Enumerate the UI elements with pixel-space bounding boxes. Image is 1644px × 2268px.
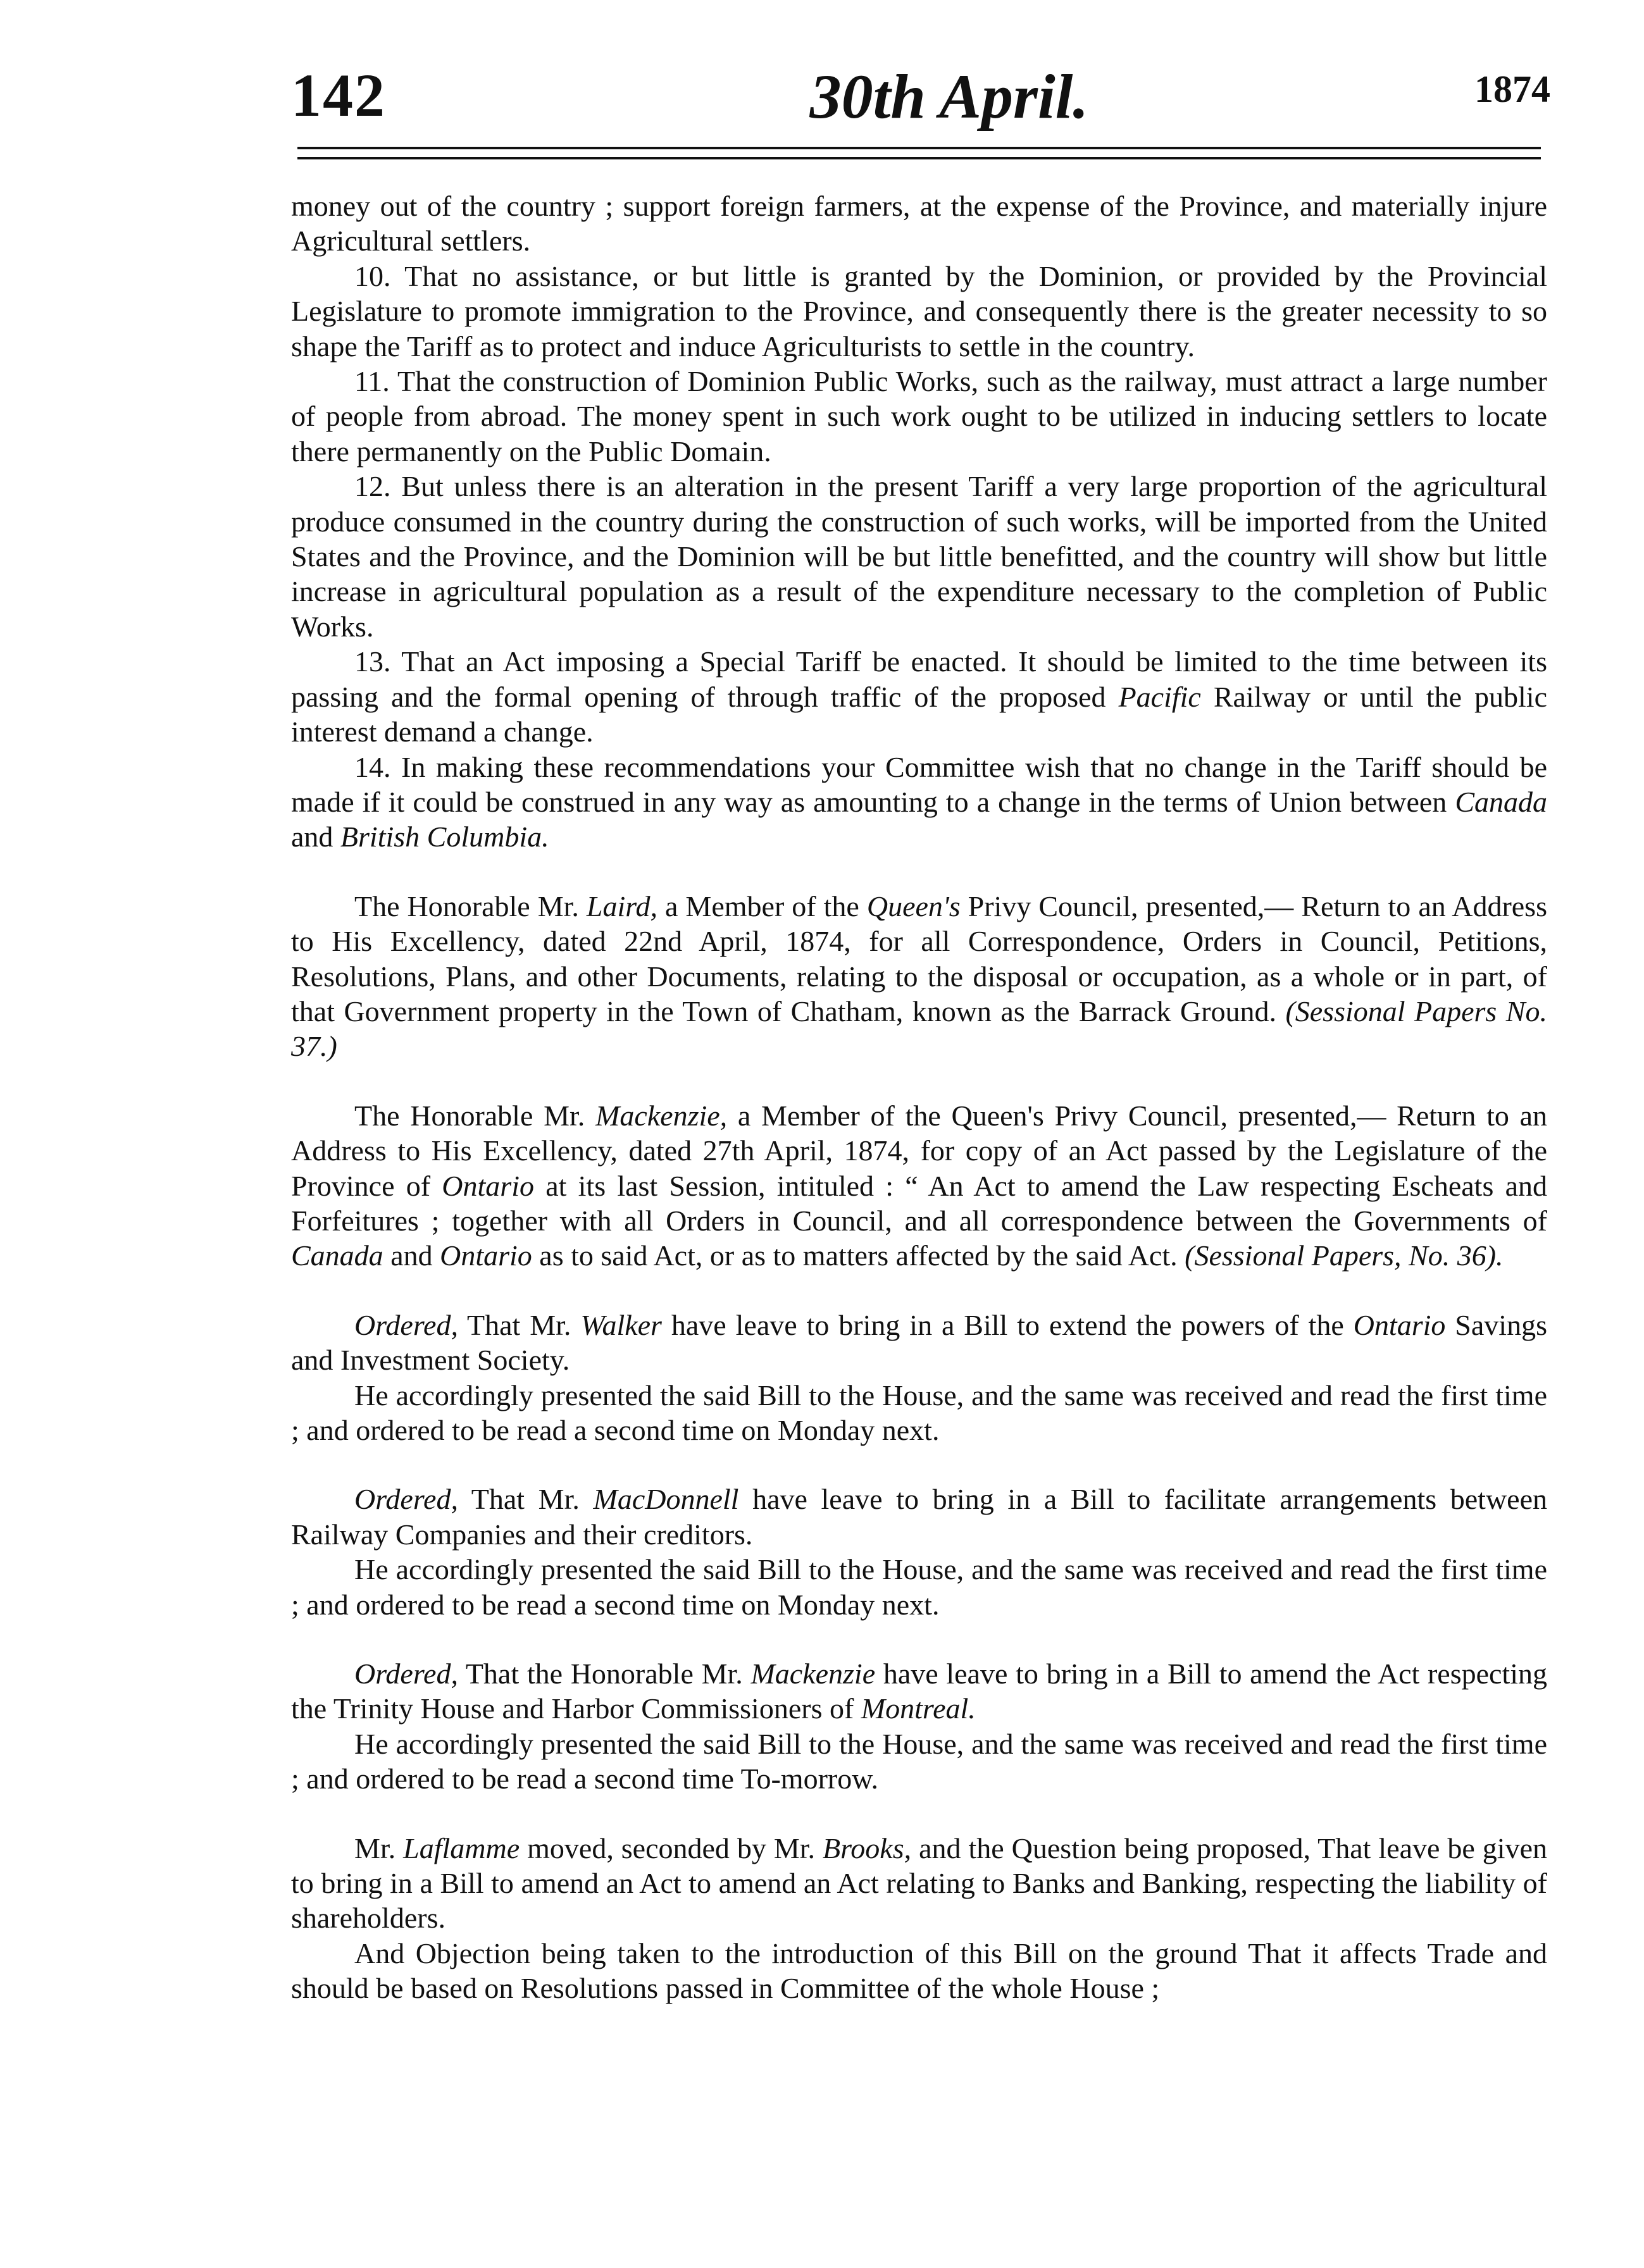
- paragraph-macdonnell-presented: He accordingly presented the said Bill to the House, and the same was received and read the first time ; and ordered to be read a second time on Monday next.: [291, 1553, 1547, 1621]
- header-year: 1874: [1474, 68, 1550, 110]
- paragraph-12: 12. But unless there is an alteration in the present Tariff a very large proportion of the agricultural produce consumed in the country during the construction of such works, will be imported from the United States and the Province, and the Dominion will be but little benefitted, and the country will show but little increase in agricultural population as a result of the expenditure necessary to the completion of Public Works.: [291, 470, 1547, 643]
- header-rule-top: [297, 147, 1541, 149]
- paragraph-walker-presented: He accordingly presented the said Bill to the House, and the same was received and read the first time ; and ordered to be read a second time on Monday next.: [291, 1379, 1547, 1446]
- paragraph-14: 14. In making these recommendations your Committee wish that no change in the Tariff should be made if it could be construed in any way as amounting to a change in the terms of Union between Canada and British Columbia.: [291, 750, 1547, 853]
- paragraph-11: 11. That the construction of Dominion Public Works, such as the railway, must attract a large number of people from abroad. The money spent in such work ought to be utilized in inducing settlers to locate there permanently on the Public Domain.: [291, 365, 1547, 468]
- paragraph-laflamme-motion: Mr. Laflamme moved, seconded by Mr. Brooks, and the Question being proposed, That leave be given to bring in a Bill to amend an Act to amend an Act relating to Banks and Banking, respecting the liability of shareholders.: [291, 1831, 1547, 1935]
- paragraph-10: 10. That no assistance, or but little is granted by the Dominion, or provided by the Provincial Legislature to promote immigration to the Province, and consequently there is the greater necessity to so shape the Tariff as to protect and induce Agriculturists to settle in the country.: [291, 259, 1547, 363]
- paragraph-trinity-presented: He accordingly presented the said Bill to the House, and the same was received and read the first time ; and ordered to be read a second time To-morrow.: [291, 1727, 1547, 1795]
- paragraph-trinity-ordered: Ordered, That the Honorable Mr. Mackenzie have leave to bring in a Bill to amend the Act respecting the Trinity House and Harbor Commissioners of Montreal.: [291, 1658, 1547, 1725]
- body-text: [291, 189, 1547, 2006]
- page-header: [291, 60, 1550, 130]
- paragraph-objection: And Objection being taken to the introduction of this Bill on the ground That it affects Trade and should be based on Resolutions passed in Committee of the whole House ;: [291, 1936, 1547, 2005]
- paragraph-13: 13. That an Act imposing a Special Tariff be enacted. It should be limited to the time between its passing and the formal opening of through traffic of the proposed Pacific Railway or until the public interest demand a change.: [291, 645, 1547, 748]
- paragraph-mackenzie-return: The Honorable Mr. Mackenzie, a Member of the Queen's Privy Council, presented,— Return to an Address to His Excellency, dated 27th April, 1874, for copy of an Act passed by the Legislature of the Province of Ontario at its last Session, intituled : “ An Act to amend the Law respecting Escheats and Forfeitures ; together with all Orders in Council, and all correspondence between the Governments of Canada and Ontario as to said Act, or as to matters affected by the said Act. (Sessional Papers, No. 36).: [291, 1099, 1548, 1272]
- header-date: 30th April.: [809, 61, 1089, 132]
- paragraph-macdonnell-ordered: Ordered, That Mr. MacDonnell have leave to bring in a Bill to facilitate arrangements between Railway Companies and their creditors.: [291, 1483, 1547, 1551]
- paragraph-continued: money out of the country ; support foreign farmers, at the expense of the Province, and materially injure Agricultural settlers.: [291, 190, 1547, 257]
- header-rule-bottom: [297, 157, 1541, 159]
- paragraph-walker-ordered: Ordered, That Mr. Walker have leave to bring in a Bill to extend the powers of the Ontario Savings and Investment Society.: [291, 1308, 1547, 1377]
- paragraph-laird-return: The Honorable Mr. Laird, a Member of the Queen's Privy Council, presented,— Return to an Address to His Excellency, dated 22nd April, 1874, for all Correspondence, Orders in Council, Petitions, Resolutions, Plans, and other Documents, relating to the disposal or occupation, as a whole or in part, of that Government property in the Town of Chatham, known as the Barrack Ground. (Sessional Papers No. 37.): [291, 889, 1547, 1063]
- page-number: 142: [291, 61, 386, 129]
